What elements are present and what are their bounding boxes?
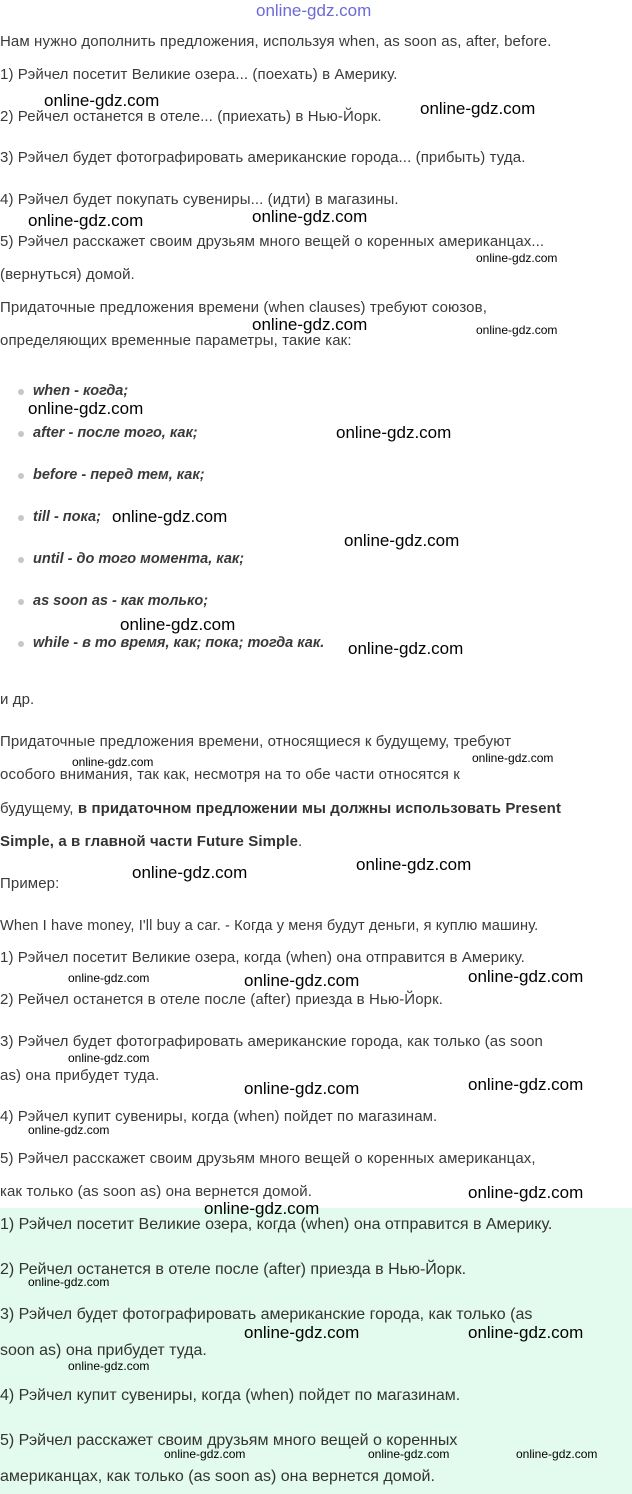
conjunction-item: as soon as - как только; xyxy=(33,593,209,609)
bullet-icon xyxy=(18,389,24,395)
theory-p2-line-4-end: . xyxy=(298,833,303,850)
watermark: online-gdz.com xyxy=(72,755,154,769)
watermark: online-gdz.com xyxy=(68,1359,150,1373)
watermark: online-gdz.com xyxy=(28,1275,110,1289)
watermark: online-gdz.com xyxy=(204,1199,320,1218)
watermark: online-gdz.com xyxy=(244,1323,360,1342)
watermark: online-gdz.com xyxy=(468,1323,584,1342)
theory-p2-line-2: особого внимания, так как, несмотря на то обе части относятся к xyxy=(0,766,460,783)
bullet-icon xyxy=(18,557,24,563)
theory-p2-line-1: Придаточные предложения времени, относящиеся к будущему, требуют xyxy=(0,733,512,750)
example-label: Пример: xyxy=(0,875,60,892)
answer-line-5-cont: американцах, как только (as soon as) она вернется домой. xyxy=(0,1468,435,1485)
example-sentence: When I have money, I'll buy a car. - Когда у меня будут деньги, я куплю машину. xyxy=(0,918,539,934)
solution-line-5-cont: как только (as soon as) она вернется домой. xyxy=(0,1183,313,1200)
task-item-5-cont: (вернуться) домой. xyxy=(0,266,135,283)
watermark: online-gdz.com xyxy=(356,855,472,874)
answer-line-2: 2) Рейчел останется в отеле после (after) приезда в Нью-Йорк. xyxy=(0,1261,467,1278)
watermark: online-gdz.com xyxy=(420,99,536,118)
theory-rule-bold-2: Simple, а в главной части Future Simple xyxy=(0,833,299,850)
watermark: online-gdz.com xyxy=(476,323,558,337)
watermark: online-gdz.com xyxy=(468,1183,584,1202)
watermark: online-gdz.com xyxy=(472,751,554,765)
conjunction-item: while - в то время, как; пока; тогда как. xyxy=(33,635,325,651)
watermark: online-gdz.com xyxy=(68,971,150,985)
conjunction-item: until - до того момента, как; xyxy=(33,551,245,567)
solution-line-3: 3) Рэйчел будет фотографировать американские города, как только (as soon xyxy=(0,1033,543,1050)
bullet-icon xyxy=(18,431,24,437)
theory-etc: и др. xyxy=(0,691,35,708)
theory-line-1: Придаточные предложения времени (when clauses) требуют союзов, xyxy=(0,299,487,316)
watermark: online-gdz.com xyxy=(244,971,360,990)
solution-line-2: 2) Рейчел останется в отеле после (after) приезда в Нью-Йорк. xyxy=(0,991,444,1008)
watermark: online-gdz.com xyxy=(244,1079,360,1098)
theory-p2-line-3-plain: будущему, xyxy=(0,800,78,817)
watermark: online-gdz.com xyxy=(368,1447,450,1461)
answer-line-1: 1) Рэйчел посетит Великие озера, когда (when) она отправится в Америку. xyxy=(0,1216,553,1233)
answer-line-3: 3) Рэйчел будет фотографировать американские города, как только (as xyxy=(0,1306,533,1323)
watermark: online-gdz.com xyxy=(476,251,558,265)
watermark: online-gdz.com xyxy=(28,1123,110,1137)
watermark: online-gdz.com xyxy=(68,1051,150,1065)
solution-line-1: 1) Рэйчел посетит Великие озера, когда (when) она отправится в Америку. xyxy=(0,949,525,966)
watermark-header[interactable]: online-gdz.com xyxy=(256,1,372,20)
theory-p2-line-3 xyxy=(0,799,561,819)
watermark: online-gdz.com xyxy=(28,399,144,418)
conjunction-item: when - когда; xyxy=(33,383,129,399)
answer-line-4: 4) Рэйчел купит сувениры, когда (when) пойдет по магазинам. xyxy=(0,1387,461,1404)
conjunction-item: till - пока; xyxy=(33,509,101,525)
watermark: online-gdz.com xyxy=(336,423,452,442)
watermark: online-gdz.com xyxy=(164,1447,246,1461)
task-item-5: 5) Рэйчел расскажет своим друзьям много вещей о коренных американцах... xyxy=(0,233,545,250)
task-item-4: 4) Рэйчел будет покупать сувениры... (идти) в магазины. xyxy=(0,191,399,208)
bullet-icon xyxy=(18,473,24,479)
watermark: online-gdz.com xyxy=(44,91,160,110)
solution-line-4: 4) Рэйчел купит сувениры, когда (when) пойдет по магазинам. xyxy=(0,1108,438,1125)
watermark: online-gdz.com xyxy=(132,863,248,882)
watermark: online-gdz.com xyxy=(468,1075,584,1094)
task-item-2: 2) Рейчел останется в отеле... (приехать) в Нью-Йорк. xyxy=(0,108,382,125)
watermark: online-gdz.com xyxy=(252,315,368,334)
bullet-icon xyxy=(18,641,24,647)
watermark: online-gdz.com xyxy=(468,967,584,986)
theory-p2-line-4 xyxy=(0,832,302,852)
solution-line-3-cont: as) она прибудет туда. xyxy=(0,1067,160,1084)
watermark: online-gdz.com xyxy=(516,1447,598,1461)
watermark: online-gdz.com xyxy=(348,639,464,658)
watermark: online-gdz.com xyxy=(112,507,228,526)
task-item-3: 3) Рэйчел будет фотографировать американские города... (прибыть) туда. xyxy=(0,149,526,166)
answer-line-3-cont: soon as) она прибудет туда. xyxy=(0,1342,207,1359)
watermark: online-gdz.com xyxy=(28,211,144,230)
solution-line-5: 5) Рэйчел расскажет своим друзьям много вещей о коренных американцах, xyxy=(0,1150,536,1167)
bullet-icon xyxy=(18,599,24,605)
theory-line-2: определяющих временные параметры, такие как: xyxy=(0,332,352,349)
watermark: online-gdz.com xyxy=(344,531,460,550)
watermark: online-gdz.com xyxy=(252,207,368,226)
conjunction-item: before - перед тем, как; xyxy=(33,467,205,483)
task-intro: Нам нужно дополнить предложения, используя when, as soon as, after, before. xyxy=(0,33,552,50)
conjunction-item: after - после того, как; xyxy=(33,425,198,441)
task-item-1: 1) Рэйчел посетит Великие озера... (поехать) в Америку. xyxy=(0,66,398,83)
watermark: online-gdz.com xyxy=(120,615,236,634)
bullet-icon xyxy=(18,515,24,521)
answer-line-5: 5) Рэйчел расскажет своим друзьям много вещей о коренных xyxy=(0,1432,458,1449)
theory-rule-bold: в придаточном предложении мы должны использовать Present xyxy=(77,800,562,817)
